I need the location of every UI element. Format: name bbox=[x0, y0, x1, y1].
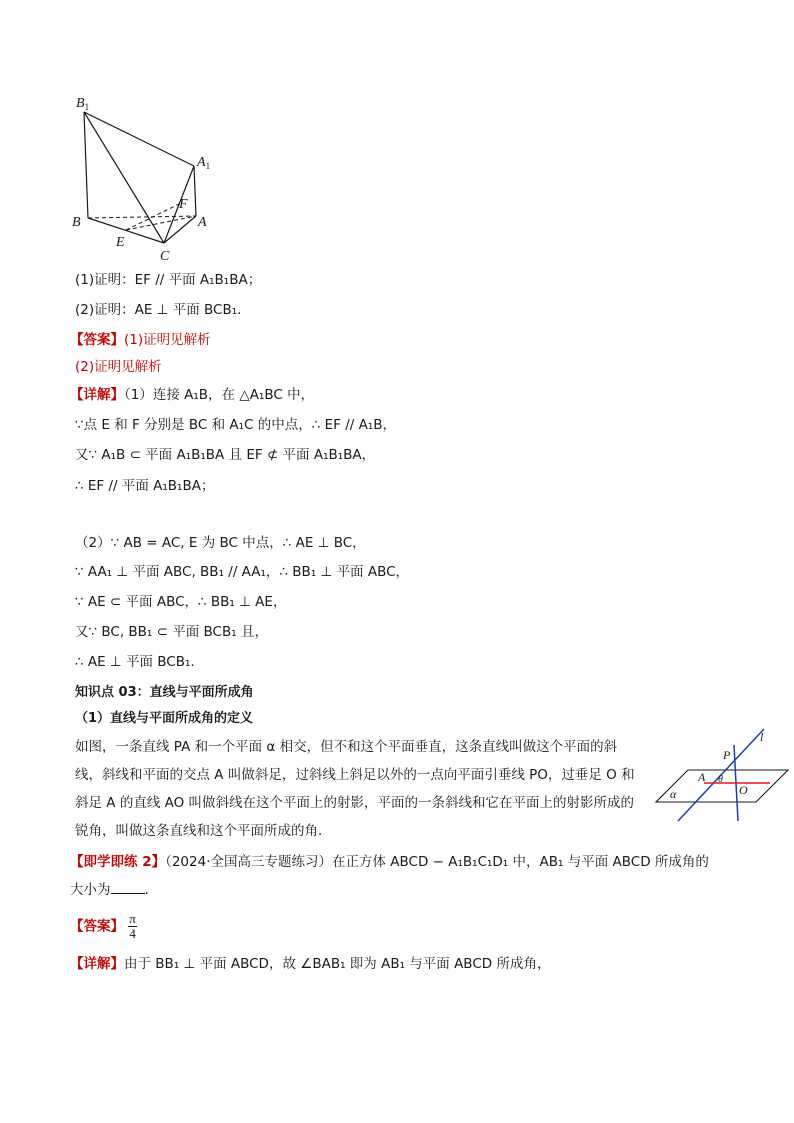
label-a1: $A_1$ bbox=[197, 155, 211, 171]
answer-label: 【答案】 bbox=[70, 332, 124, 348]
detail-line-8: 又∵ BC, BB₁ ⊂ 平面 BCB₁ 且， bbox=[75, 624, 268, 640]
detail-line-5: （2）∵ AB = AC, E 为 BC 中点，∴ AE ⊥ BC， bbox=[75, 535, 366, 551]
label-p: P bbox=[723, 748, 731, 762]
knowledge-point-title: 知识点 03：直线与平面所成角 bbox=[75, 685, 254, 700]
detail-label: 【详解】 bbox=[70, 387, 124, 403]
exercise-end: . bbox=[144, 882, 149, 898]
detail-line-1 bbox=[70, 385, 314, 405]
exercise-text: （2024·全国高三专题练习）在正方体 ABCD − A₁B₁C₁D₁ 中，AB₁ 与平面 ABCD 所成角的大小为 bbox=[70, 854, 709, 898]
label-o: O bbox=[739, 783, 748, 797]
detail-2-line bbox=[70, 954, 550, 974]
line-plane-angle-figure bbox=[652, 725, 792, 825]
label-b1: $B_1$ bbox=[76, 96, 90, 112]
label-a-point: A bbox=[698, 770, 706, 784]
label-f: F bbox=[179, 197, 188, 212]
exercise-label: 【即学即练 2】 bbox=[70, 854, 166, 870]
label-c: C bbox=[160, 249, 170, 264]
fraction-numerator: π bbox=[129, 911, 136, 926]
detail-line-2: ∵点 E 和 F 分别是 BC 和 A₁C 的中点，∴ EF // A₁B， bbox=[75, 417, 397, 433]
answer-pi-over-4 bbox=[128, 912, 137, 941]
label-e: E bbox=[116, 235, 125, 250]
detail-line-9: ∴ AE ⊥ 平面 BCB₁. bbox=[75, 654, 195, 670]
detail-line-7: ∵ AE ⊂ 平面 ABC，∴ BB₁ ⊥ AE， bbox=[75, 594, 287, 610]
answer-2: (2)证明见解析 bbox=[75, 359, 162, 375]
answer-blank bbox=[111, 879, 145, 894]
exercise-2 bbox=[70, 848, 720, 904]
knowledge-point-subtitle: （1）直线与平面所成角的定义 bbox=[75, 711, 254, 726]
edge-a1a bbox=[194, 166, 196, 216]
label-l: l bbox=[760, 730, 764, 744]
answer-2-line bbox=[70, 912, 137, 941]
label-a: A bbox=[198, 215, 207, 230]
detail-line-4: ∴ EF // 平面 A₁B₁BA； bbox=[75, 478, 215, 494]
definition-paragraph: 如图，一条直线 PA 和一个平面 α 相交，但不和这个平面垂直，这条直线叫做这个平面的斜线，斜线和平面的交点 A 叫做斜足，过斜线上斜足以外的一点向平面引垂线 PO，过垂足 O 和斜足 A 的直线 AO 叫做斜线在这个平面上的射影，平面的一条斜线和它在平面上的射影所成的锐角，叫做这条直线和这个平面所成的角. bbox=[75, 739, 635, 839]
edge-bc bbox=[88, 218, 164, 243]
question-1: (1)证明：EF // 平面 A₁B₁BA； bbox=[75, 272, 262, 288]
detail-line-6: ∵ AA₁ ⊥ 平面 ABC, BB₁ // AA₁，∴ BB₁ ⊥ 平面 ABC， bbox=[75, 564, 410, 580]
detail-2-label: 【详解】 bbox=[70, 956, 124, 972]
fraction-denominator: 4 bbox=[129, 926, 136, 941]
answer-2-label: 【答案】 bbox=[70, 918, 124, 935]
label-theta: θ bbox=[718, 774, 723, 785]
detail-2-text: 由于 BB₁ ⊥ 平面 ABCD，故 ∠BAB₁ 即为 AB₁ 与平面 ABCD 所成角， bbox=[124, 956, 551, 972]
edge-b1b bbox=[84, 112, 88, 218]
detail-text-1: （1）连接 A₁B，在 △A₁BC 中， bbox=[124, 387, 315, 403]
answer-line-1 bbox=[70, 330, 211, 350]
question-2: (2)证明：AE ⊥ 平面 BCB₁. bbox=[75, 302, 242, 318]
answer-1: (1)证明见解析 bbox=[124, 332, 211, 348]
label-alpha: α bbox=[670, 787, 677, 801]
edge-ea-hidden bbox=[126, 216, 196, 230]
label-b: B bbox=[72, 215, 81, 230]
edge-ba-hidden bbox=[88, 216, 196, 218]
detail-line-3: 又∵ A₁B ⊂ 平面 A₁B₁BA 且 EF ⊄ 平面 A₁B₁BA， bbox=[75, 447, 376, 463]
prism-figure bbox=[60, 90, 230, 265]
